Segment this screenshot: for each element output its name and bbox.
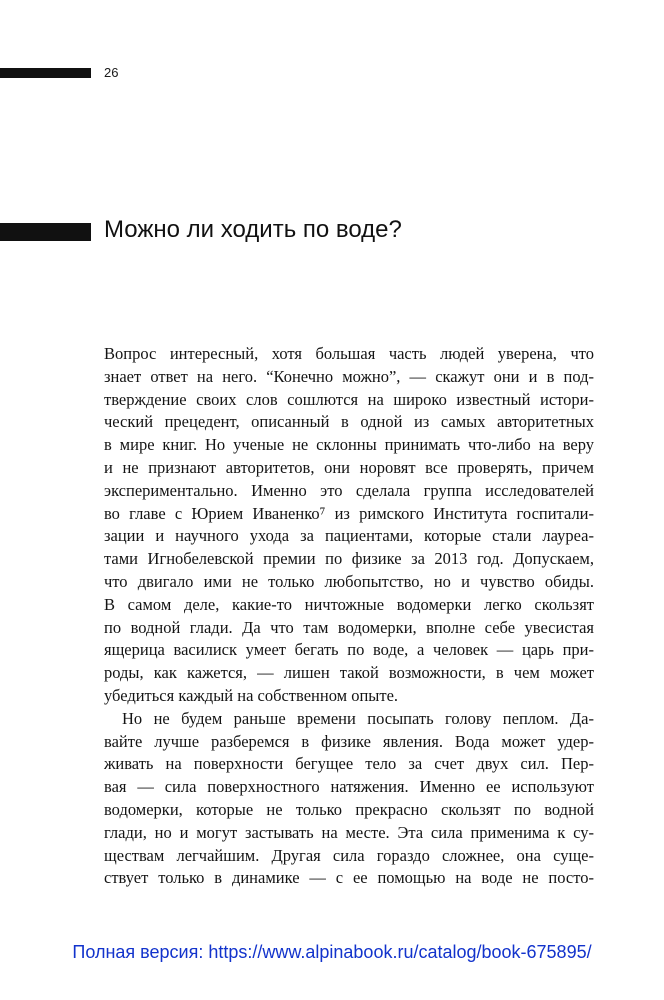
- text-line: ящерица василиск умеет бегать по воде, а человек — царь при-: [104, 640, 594, 660]
- text-line: зации и научного ухода за пациентами, которые стали лауреа-: [104, 526, 594, 546]
- text-line: В самом деле, какие-то ничтожные водомерки легко скользят: [104, 594, 594, 614]
- text-line: знает ответ на него. “Конечно можно”, — скажут они и в под-: [104, 366, 594, 386]
- text-line: тверждение своих слов сошлются на широко известный истори-: [104, 389, 594, 409]
- text-line: ствует только в динамике — с ее помощью на воде не посто-: [104, 868, 594, 888]
- text-line: живать на поверхности бегущее тело за счет двух сил. Пер-: [104, 754, 594, 774]
- text-line: убедиться каждый на собственном опыте.: [104, 685, 399, 705]
- text-line: и не признают авторитетов, они норовят все проверять, причем: [104, 457, 594, 477]
- text-line: в мире книг. Но ученые не склонны принимать что-либо на веру: [104, 435, 594, 455]
- page-number: 26: [104, 65, 119, 80]
- paragraph-2: [104, 708, 594, 890]
- text-line: ческий прецедент, описанный в одной из самых авторитетных: [104, 412, 594, 432]
- text-line: вая — сила поверхностного натяжения. Именно ее используют: [104, 777, 594, 797]
- full-version-link[interactable]: Полная версия: https://www.alpinabook.ru/catalog/book-675895/: [72, 942, 592, 962]
- text-line: Вопрос интересный, хотя большая часть людей уверена, что: [104, 344, 594, 363]
- text-line: глади, но и могут застывать на месте. Эта сила применима к су-: [104, 822, 594, 842]
- text-line: водомерки, которые не только прекрасно скользят по водной: [104, 799, 594, 819]
- text-line: по водной глади. Да что там водомерки, вполне себе увесистая: [104, 617, 594, 637]
- paragraph-1: [104, 343, 594, 708]
- text-line: во главе с Юрием Иваненко⁷ из римского Института госпитали-: [104, 503, 594, 523]
- text-line: роды, как кажется, — лишен такой возможности, в чем может: [104, 663, 594, 683]
- text-line: экспериментально. Именно это сделала группа исследователей: [104, 480, 594, 500]
- body-text: [104, 343, 594, 890]
- text-line: тами Игнобелевской премии по физике за 2013 год. Допускаем,: [104, 549, 594, 569]
- page-marker-bar: [0, 68, 91, 78]
- chapter-title: Можно ли ходить по воде?: [104, 216, 402, 243]
- text-line: ществам легчайшим. Другая сила гораздо сложнее, она суще-: [104, 845, 594, 865]
- text-line: что двигало ими не только любопытство, но и чувство обиды.: [104, 571, 594, 591]
- text-line: Но не будем раньше времени посыпать голову пеплом. Да-: [122, 708, 594, 728]
- chapter-heading-bar: [0, 223, 91, 241]
- text-line: вайте лучше разберемся в физике явления. Вода может удер-: [104, 731, 594, 751]
